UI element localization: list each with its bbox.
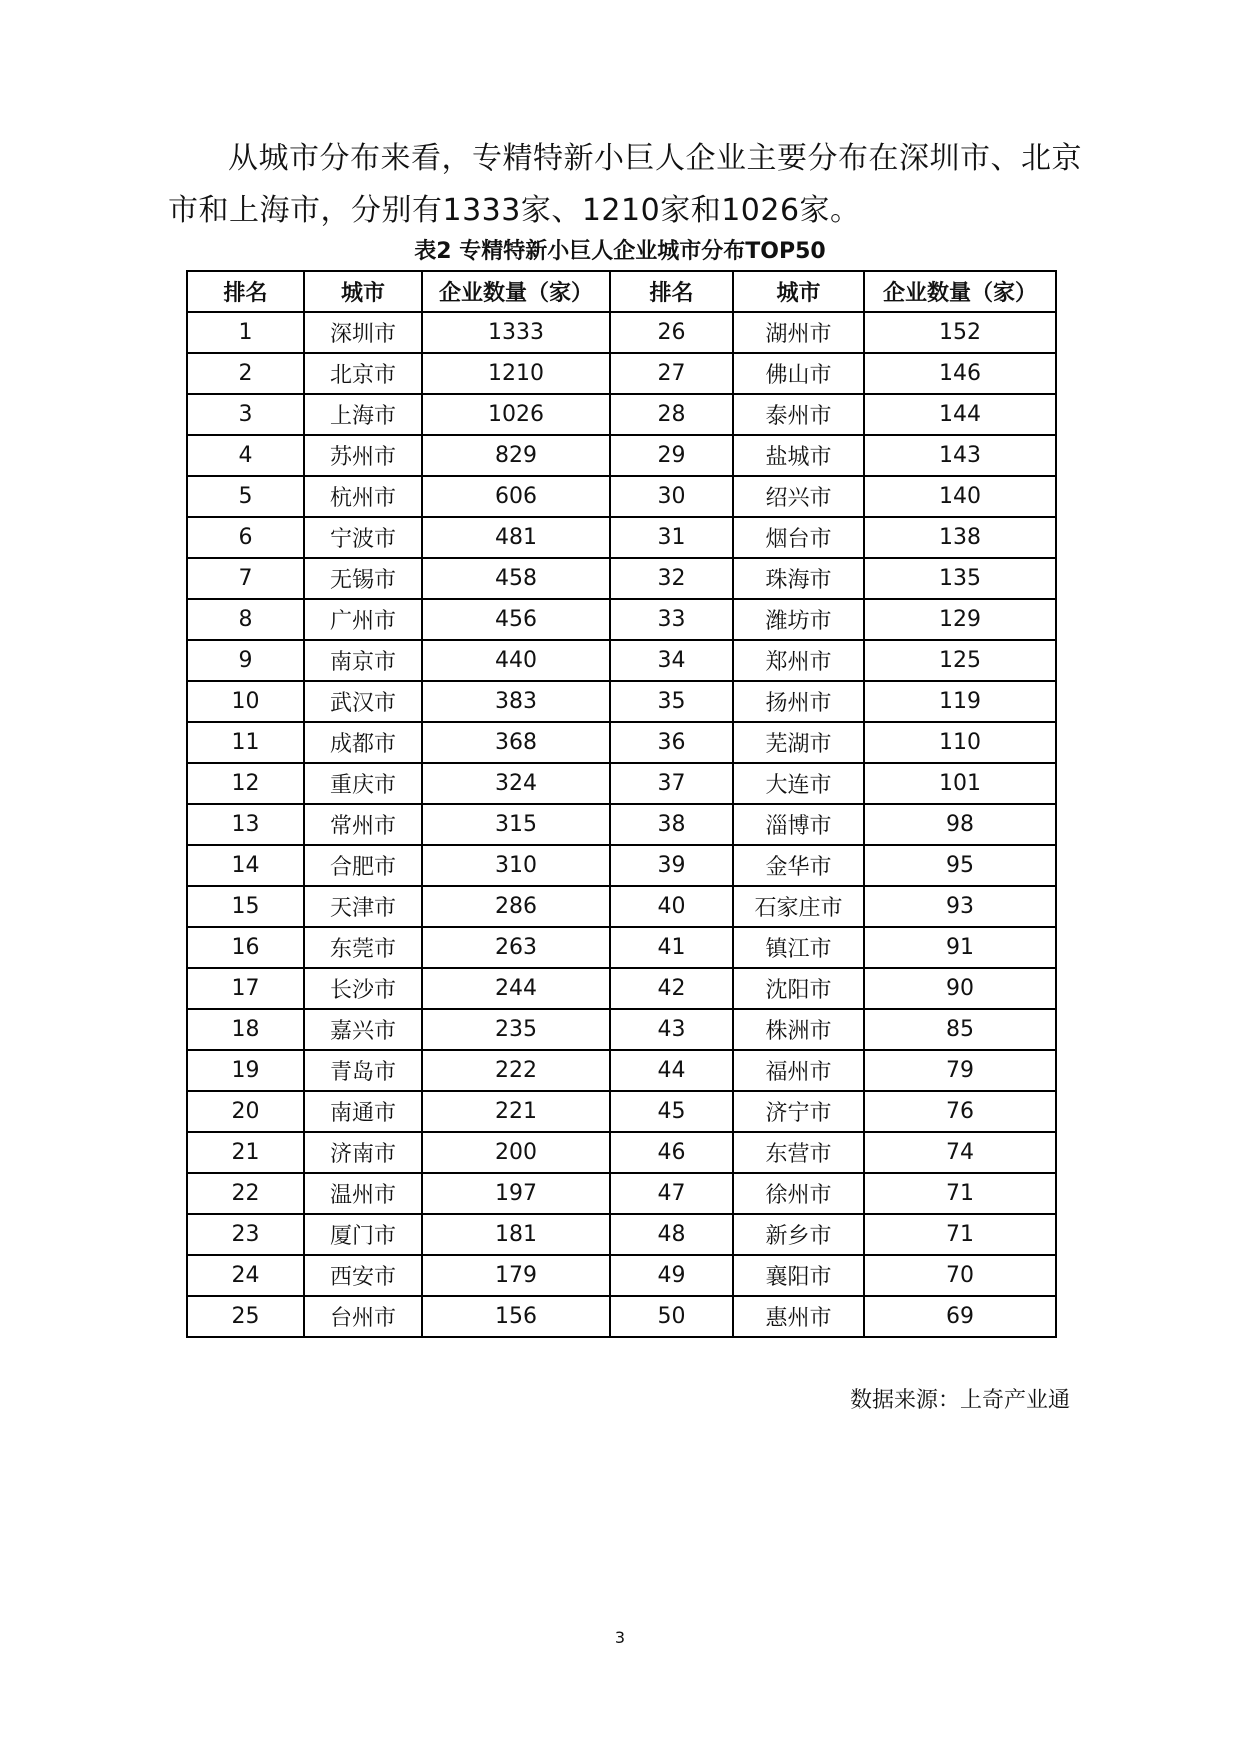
cell-count: 79	[864, 1050, 1056, 1091]
cell-count: 91	[864, 927, 1056, 968]
cell-rank: 39	[610, 845, 733, 886]
cell-city: 天津市	[304, 886, 422, 927]
cell-city: 深圳市	[304, 312, 422, 353]
table-row	[187, 517, 1056, 558]
cell-rank: 21	[187, 1132, 304, 1173]
cell-rank: 13	[187, 804, 304, 845]
cell-rank: 26	[610, 312, 733, 353]
cell-count: 143	[864, 435, 1056, 476]
cell-rank: 37	[610, 763, 733, 804]
cell-count: 368	[422, 722, 610, 763]
cell-rank: 33	[610, 599, 733, 640]
table-row	[187, 599, 1056, 640]
table-row	[187, 763, 1056, 804]
cell-rank: 16	[187, 927, 304, 968]
cell-city: 厦门市	[304, 1214, 422, 1255]
table-row	[187, 886, 1056, 927]
cell-rank: 11	[187, 722, 304, 763]
cell-rank: 20	[187, 1091, 304, 1132]
cell-city: 长沙市	[304, 968, 422, 1009]
cell-city: 青岛市	[304, 1050, 422, 1091]
table-row	[187, 1132, 1056, 1173]
table-row	[187, 353, 1056, 394]
cell-city: 武汉市	[304, 681, 422, 722]
cell-city: 广州市	[304, 599, 422, 640]
cell-count: 179	[422, 1255, 610, 1296]
cell-city: 淄博市	[733, 804, 864, 845]
cell-count: 324	[422, 763, 610, 804]
cell-rank: 30	[610, 476, 733, 517]
cell-city: 石家庄市	[733, 886, 864, 927]
cell-rank: 47	[610, 1173, 733, 1214]
cell-rank: 12	[187, 763, 304, 804]
cell-city: 徐州市	[733, 1173, 864, 1214]
table-row	[187, 312, 1056, 353]
cell-city: 东莞市	[304, 927, 422, 968]
cell-rank: 4	[187, 435, 304, 476]
cell-city: 郑州市	[733, 640, 864, 681]
table-row	[187, 435, 1056, 476]
table-row	[187, 1173, 1056, 1214]
cell-count: 90	[864, 968, 1056, 1009]
cell-city: 大连市	[733, 763, 864, 804]
cell-rank: 50	[610, 1296, 733, 1337]
cell-rank: 15	[187, 886, 304, 927]
cell-rank: 19	[187, 1050, 304, 1091]
header-city: 城市	[304, 271, 422, 312]
cell-city: 杭州市	[304, 476, 422, 517]
cell-count: 71	[864, 1173, 1056, 1214]
cell-count: 85	[864, 1009, 1056, 1050]
cell-city: 襄阳市	[733, 1255, 864, 1296]
cell-city: 东营市	[733, 1132, 864, 1173]
cell-rank: 31	[610, 517, 733, 558]
cell-city: 潍坊市	[733, 599, 864, 640]
cell-count: 69	[864, 1296, 1056, 1337]
cell-count: 481	[422, 517, 610, 558]
cell-count: 1026	[422, 394, 610, 435]
cell-city: 嘉兴市	[304, 1009, 422, 1050]
cell-city: 台州市	[304, 1296, 422, 1337]
cell-count: 140	[864, 476, 1056, 517]
table-row	[187, 1009, 1056, 1050]
cell-count: 76	[864, 1091, 1056, 1132]
cell-count: 315	[422, 804, 610, 845]
cell-rank: 32	[610, 558, 733, 599]
cell-count: 440	[422, 640, 610, 681]
cell-count: 456	[422, 599, 610, 640]
cell-rank: 43	[610, 1009, 733, 1050]
header-count: 企业数量（家）	[422, 271, 610, 312]
cell-rank: 46	[610, 1132, 733, 1173]
table-row	[187, 476, 1056, 517]
cell-rank: 35	[610, 681, 733, 722]
cell-rank: 23	[187, 1214, 304, 1255]
cell-city: 苏州市	[304, 435, 422, 476]
cell-count: 181	[422, 1214, 610, 1255]
cell-rank: 44	[610, 1050, 733, 1091]
cell-count: 1333	[422, 312, 610, 353]
cell-count: 110	[864, 722, 1056, 763]
cell-city: 上海市	[304, 394, 422, 435]
cell-count: 606	[422, 476, 610, 517]
cell-city: 南京市	[304, 640, 422, 681]
cell-count: 135	[864, 558, 1056, 599]
cell-city: 西安市	[304, 1255, 422, 1296]
cell-rank: 17	[187, 968, 304, 1009]
cell-city: 镇江市	[733, 927, 864, 968]
cell-count: 138	[864, 517, 1056, 558]
cell-count: 383	[422, 681, 610, 722]
cell-rank: 5	[187, 476, 304, 517]
table-row	[187, 1091, 1056, 1132]
cell-rank: 49	[610, 1255, 733, 1296]
cell-count: 71	[864, 1214, 1056, 1255]
cell-city: 扬州市	[733, 681, 864, 722]
table-row	[187, 927, 1056, 968]
cell-count: 152	[864, 312, 1056, 353]
cell-city: 成都市	[304, 722, 422, 763]
cell-count: 93	[864, 886, 1056, 927]
cell-count: 263	[422, 927, 610, 968]
cell-count: 156	[422, 1296, 610, 1337]
cell-rank: 36	[610, 722, 733, 763]
table-row	[187, 640, 1056, 681]
cell-city: 惠州市	[733, 1296, 864, 1337]
cell-city: 芜湖市	[733, 722, 864, 763]
table-header-row	[187, 271, 1056, 312]
table-row	[187, 804, 1056, 845]
cell-city: 珠海市	[733, 558, 864, 599]
cell-city: 南通市	[304, 1091, 422, 1132]
cell-rank: 22	[187, 1173, 304, 1214]
cell-rank: 25	[187, 1296, 304, 1337]
cell-count: 70	[864, 1255, 1056, 1296]
cell-rank: 38	[610, 804, 733, 845]
cell-count: 146	[864, 353, 1056, 394]
cell-count: 244	[422, 968, 610, 1009]
page-number: 3	[614, 1628, 626, 1647]
header-count: 企业数量（家）	[864, 271, 1056, 312]
cell-count: 458	[422, 558, 610, 599]
cell-city: 北京市	[304, 353, 422, 394]
cell-count: 101	[864, 763, 1056, 804]
cell-rank: 10	[187, 681, 304, 722]
table-row	[187, 968, 1056, 1009]
body-paragraph: 从城市分布来看，专精特新小巨人企业主要分布在深圳市、北京市和上海市，分别有1333家、1210家和1026家。	[168, 141, 1082, 228]
cell-city: 合肥市	[304, 845, 422, 886]
cell-rank: 24	[187, 1255, 304, 1296]
cell-count: 197	[422, 1173, 610, 1214]
cell-rank: 18	[187, 1009, 304, 1050]
cell-count: 129	[864, 599, 1056, 640]
cell-city: 无锡市	[304, 558, 422, 599]
cell-rank: 7	[187, 558, 304, 599]
cell-city: 福州市	[733, 1050, 864, 1091]
cell-rank: 40	[610, 886, 733, 927]
header-rank: 排名	[610, 271, 733, 312]
cell-rank: 2	[187, 353, 304, 394]
cell-rank: 42	[610, 968, 733, 1009]
header-rank: 排名	[187, 271, 304, 312]
cell-count: 1210	[422, 353, 610, 394]
cell-city: 佛山市	[733, 353, 864, 394]
cell-city: 济南市	[304, 1132, 422, 1173]
cell-rank: 29	[610, 435, 733, 476]
table-body	[187, 312, 1056, 1337]
city-distribution-table	[186, 270, 1057, 1338]
cell-rank: 8	[187, 599, 304, 640]
cell-city: 济宁市	[733, 1091, 864, 1132]
cell-rank: 9	[187, 640, 304, 681]
cell-count: 829	[422, 435, 610, 476]
cell-count: 286	[422, 886, 610, 927]
table-row	[187, 1255, 1056, 1296]
table-row	[187, 845, 1056, 886]
cell-count: 221	[422, 1091, 610, 1132]
cell-rank: 27	[610, 353, 733, 394]
cell-rank: 34	[610, 640, 733, 681]
cell-rank: 48	[610, 1214, 733, 1255]
cell-city: 温州市	[304, 1173, 422, 1214]
cell-city: 常州市	[304, 804, 422, 845]
cell-rank: 45	[610, 1091, 733, 1132]
table-row	[187, 1214, 1056, 1255]
table-row	[187, 1296, 1056, 1337]
cell-count: 125	[864, 640, 1056, 681]
table-caption: 表2 专精特新小巨人企业城市分布TOP50	[414, 239, 826, 264]
cell-city: 盐城市	[733, 435, 864, 476]
cell-rank: 6	[187, 517, 304, 558]
cell-count: 200	[422, 1132, 610, 1173]
table-row	[187, 394, 1056, 435]
table-row	[187, 722, 1056, 763]
cell-count: 74	[864, 1132, 1056, 1173]
cell-city: 宁波市	[304, 517, 422, 558]
cell-rank: 3	[187, 394, 304, 435]
table-row	[187, 1050, 1056, 1091]
cell-count: 144	[864, 394, 1056, 435]
cell-city: 泰州市	[733, 394, 864, 435]
cell-city: 金华市	[733, 845, 864, 886]
table-row	[187, 681, 1056, 722]
cell-city: 重庆市	[304, 763, 422, 804]
header-city: 城市	[733, 271, 864, 312]
cell-rank: 41	[610, 927, 733, 968]
cell-city: 沈阳市	[733, 968, 864, 1009]
cell-city: 株洲市	[733, 1009, 864, 1050]
cell-rank: 1	[187, 312, 304, 353]
cell-rank: 14	[187, 845, 304, 886]
cell-count: 95	[864, 845, 1056, 886]
table-row	[187, 558, 1056, 599]
data-source-note: 数据来源：上奇产业通	[849, 1388, 1070, 1413]
cell-city: 绍兴市	[733, 476, 864, 517]
cell-city: 新乡市	[733, 1214, 864, 1255]
cell-count: 235	[422, 1009, 610, 1050]
cell-rank: 28	[610, 394, 733, 435]
cell-count: 98	[864, 804, 1056, 845]
cell-city: 烟台市	[733, 517, 864, 558]
cell-count: 222	[422, 1050, 610, 1091]
cell-city: 湖州市	[733, 312, 864, 353]
cell-count: 119	[864, 681, 1056, 722]
cell-count: 310	[422, 845, 610, 886]
